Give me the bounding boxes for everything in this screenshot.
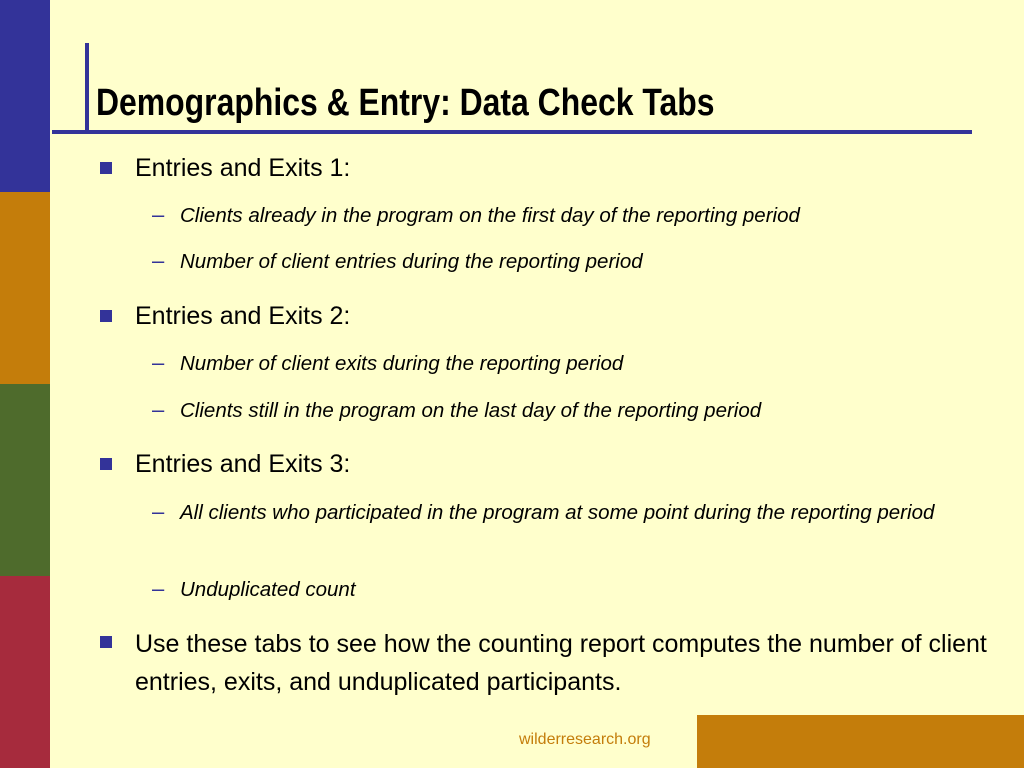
title-vertical-rule (85, 43, 89, 133)
slide-title: Demographics & Entry: Data Check Tabs (96, 82, 715, 124)
bullet-1-sub-1: Clients already in the program on the first day of the reporting period (180, 204, 800, 227)
bullet-marker (100, 162, 112, 174)
bullet-2-sub-1: Number of client exits during the reporting period (180, 352, 624, 375)
title-horizontal-rule (52, 130, 972, 134)
sub-bullet-dash: – (152, 202, 165, 227)
sub-bullet-dash: – (152, 499, 165, 524)
footer-url: wilderresearch.org (519, 731, 651, 748)
sub-bullet-dash: – (152, 576, 165, 601)
bullet-3-sub-1: All clients who participated in the program at some point during the reporting period (180, 501, 935, 524)
bullet-3-sub-2: Unduplicated count (180, 578, 356, 601)
bullet-1-sub-2: Number of client entries during the reporting period (180, 250, 643, 273)
bullet-marker (100, 458, 112, 470)
bullet-4-text: Use these tabs to see how the counting report computes the number of client entries, exits, and unduplicated participants. (135, 630, 987, 696)
bullet-3-text: Entries and Exits 3: (135, 450, 351, 478)
footer-bar (697, 715, 1024, 768)
bullet-marker (100, 310, 112, 322)
sub-bullet-dash: – (152, 350, 165, 375)
side-band-red (0, 576, 50, 768)
side-band-blue (0, 0, 50, 192)
bullet-2-text: Entries and Exits 2: (135, 302, 351, 330)
sub-bullet-dash: – (152, 248, 165, 273)
bullet-marker (100, 636, 112, 648)
side-band-orange (0, 192, 50, 384)
side-band-green (0, 384, 50, 576)
sub-bullet-dash: – (152, 397, 165, 422)
bullet-1-text: Entries and Exits 1: (135, 154, 351, 182)
bullet-2-sub-2: Clients still in the program on the last day of the reporting period (180, 399, 762, 422)
